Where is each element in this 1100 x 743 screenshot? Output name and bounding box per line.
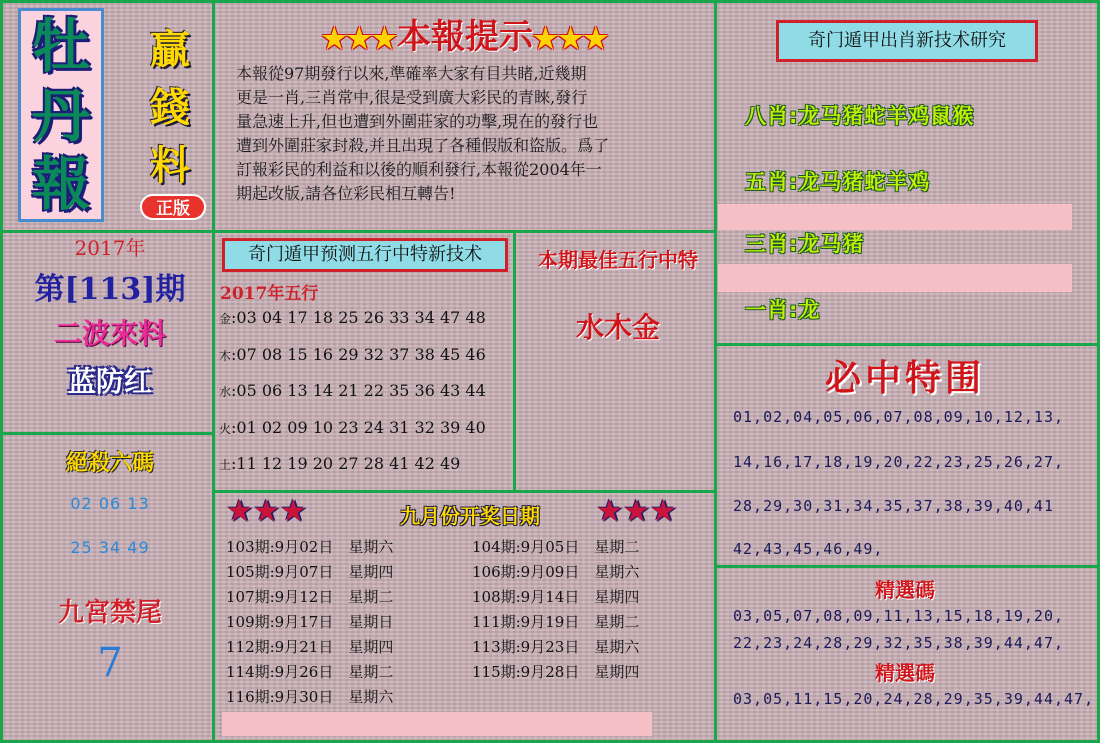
wuxing-year: 2017年五行 [220, 284, 319, 304]
must-win-row: 14,16,17,18,19,20,22,23,25,26,27, [733, 453, 1065, 471]
kill-row: 25 34 49 [70, 538, 150, 557]
star-icon: ★★★ [321, 22, 397, 55]
zodiac-item-8: 八肖:龙马猪蛇羊鸡鼠猴 [745, 104, 975, 128]
wuxing-row-water [219, 381, 486, 400]
schedule-entry: 116期:9月30日 星期六 [226, 688, 394, 706]
wave-label: 二波來料 [53, 317, 166, 350]
zodiac-item-5: 五肖:龙马猪蛇羊鸡 [745, 170, 931, 194]
schedule-entry: 114期:9月26日 星期二 [226, 663, 394, 681]
divider-v3 [513, 232, 516, 490]
schedule-entry: 109期:9月17日 星期日 [226, 613, 394, 631]
notice-line: 量急速上升,但也遭到外圍莊家的功擊,現在的發行也 [236, 112, 599, 131]
must-win-row: 28,29,30,31,34,35,37,38,39,40,41 [733, 497, 1054, 515]
element-nums: :11 12 19 20 27 28 41 42 49 [231, 454, 461, 473]
wuxing-row-earth [219, 454, 460, 473]
issue-year: 2017年 [74, 236, 146, 260]
star-icon: ★★★ [596, 494, 677, 529]
masthead-char-3: 報 [31, 150, 90, 218]
element-nums: :07 08 15 16 29 32 37 38 45 46 [231, 345, 486, 364]
schedule-entry: 106期:9月09日 星期六 [472, 563, 640, 581]
select-title-2: 精選碼 [875, 661, 935, 685]
must-win-row: 42,43,45,46,49, [733, 540, 884, 558]
genuine-badge: 正版 [140, 194, 206, 220]
notice-line: 期起改版,請各位彩民相互轉告! [236, 184, 456, 203]
tail-value: 7 [97, 640, 123, 686]
highlight-bar [718, 264, 1072, 292]
must-win-title: 必中特围 [824, 357, 985, 399]
select-title-1: 精選碼 [875, 578, 935, 602]
kill-row: 02 06 13 [70, 494, 150, 513]
masthead-char-2: 丹 [31, 82, 90, 150]
notice-body [236, 62, 696, 206]
element-label: 土 [219, 458, 232, 472]
must-win-row: 01,02,04,05,06,07,08,09,10,12,13, [733, 408, 1065, 426]
masthead-char-1: 牡 [31, 12, 90, 80]
element-label: 木 [219, 349, 232, 363]
best-value: 水木金 [575, 311, 660, 344]
divider-h3 [212, 490, 715, 493]
notice-title [300, 12, 630, 62]
schedule-title: 九月份开奖日期 [400, 504, 540, 528]
star-icon: ★★★ [533, 22, 609, 55]
divider-h4 [714, 343, 1100, 346]
side-char-2: 錢 [150, 84, 190, 131]
border-left [0, 0, 3, 743]
notice-title-text: 本報提示 [397, 17, 533, 57]
notice-line: 遭到外圍莊家封殺,并且出現了各種假版和盜版。爲了 [236, 136, 610, 155]
highlight-bar [718, 204, 1072, 230]
element-nums: :01 02 09 10 23 24 31 32 39 40 [231, 418, 486, 437]
select-row: 22,23,24,28,29,32,35,38,39,44,47, [733, 634, 1065, 652]
star-icon: ★★★ [226, 494, 307, 529]
schedule-entry: 111期:9月19日 星期二 [472, 613, 640, 631]
divider-v1 [212, 0, 215, 743]
schedule-entry: 105期:9月07日 星期四 [226, 563, 394, 581]
zodiac-title: 奇门遁甲出肖新技术研究 [776, 20, 1038, 62]
wuxing-row-wood [219, 345, 486, 364]
side-char-3: 料 [150, 142, 190, 189]
schedule-entry: 104期:9月05日 星期二 [472, 538, 640, 556]
notice-line: 本報從97期發行以來,準確率大家有目共睹,近幾期 [236, 64, 587, 83]
best-title: 本期最佳五行中特 [538, 248, 698, 272]
select-row: 03,05,07,08,09,11,13,15,18,19,20, [733, 607, 1065, 625]
element-label: 火 [219, 422, 232, 436]
highlight-bar [222, 712, 652, 736]
zodiac-item-1: 一肖:龙 [745, 298, 821, 322]
element-nums: :03 04 17 18 25 26 33 34 47 48 [231, 308, 486, 327]
notice-line: 訂報彩民的利益和以後的順利發行,本報從2004年一 [236, 160, 602, 179]
color-tip: 蓝防红 [67, 365, 152, 398]
element-label: 水 [219, 385, 232, 399]
wuxing-title: 奇门遁甲预测五行中特新技术 [222, 238, 508, 272]
issue-number: 第[113]期 [34, 272, 186, 307]
zodiac-item-3: 三肖:龙马猪 [745, 232, 865, 256]
tail-title: 九宮禁尾 [57, 598, 162, 628]
divider-h2 [0, 432, 214, 435]
schedule-entry: 113期:9月23日 星期六 [472, 638, 640, 656]
element-label: 金 [219, 312, 232, 326]
kill-title: 絕殺六碼 [65, 450, 154, 476]
border-top [0, 0, 1100, 3]
schedule-entry: 112期:9月21日 星期四 [226, 638, 394, 656]
wuxing-row-gold [219, 308, 486, 327]
schedule-entry: 107期:9月12日 星期二 [226, 588, 394, 606]
schedule-entry: 108期:9月14日 星期四 [472, 588, 640, 606]
divider-h5 [714, 565, 1100, 568]
schedule-entry: 103期:9月02日 星期六 [226, 538, 394, 556]
select-row: 03,05,11,15,20,24,28,29,35,39,44,47, [733, 690, 1095, 708]
wuxing-row-fire [219, 418, 486, 437]
notice-line: 更是一肖,三肖常中,很是受到廣大彩民的青睞,發行 [236, 88, 588, 107]
element-nums: :05 06 13 14 21 22 35 36 43 44 [231, 381, 486, 400]
side-char-1: 贏 [150, 26, 190, 73]
divider-v2 [714, 0, 717, 743]
schedule-entry: 115期:9月28日 星期四 [472, 663, 640, 681]
